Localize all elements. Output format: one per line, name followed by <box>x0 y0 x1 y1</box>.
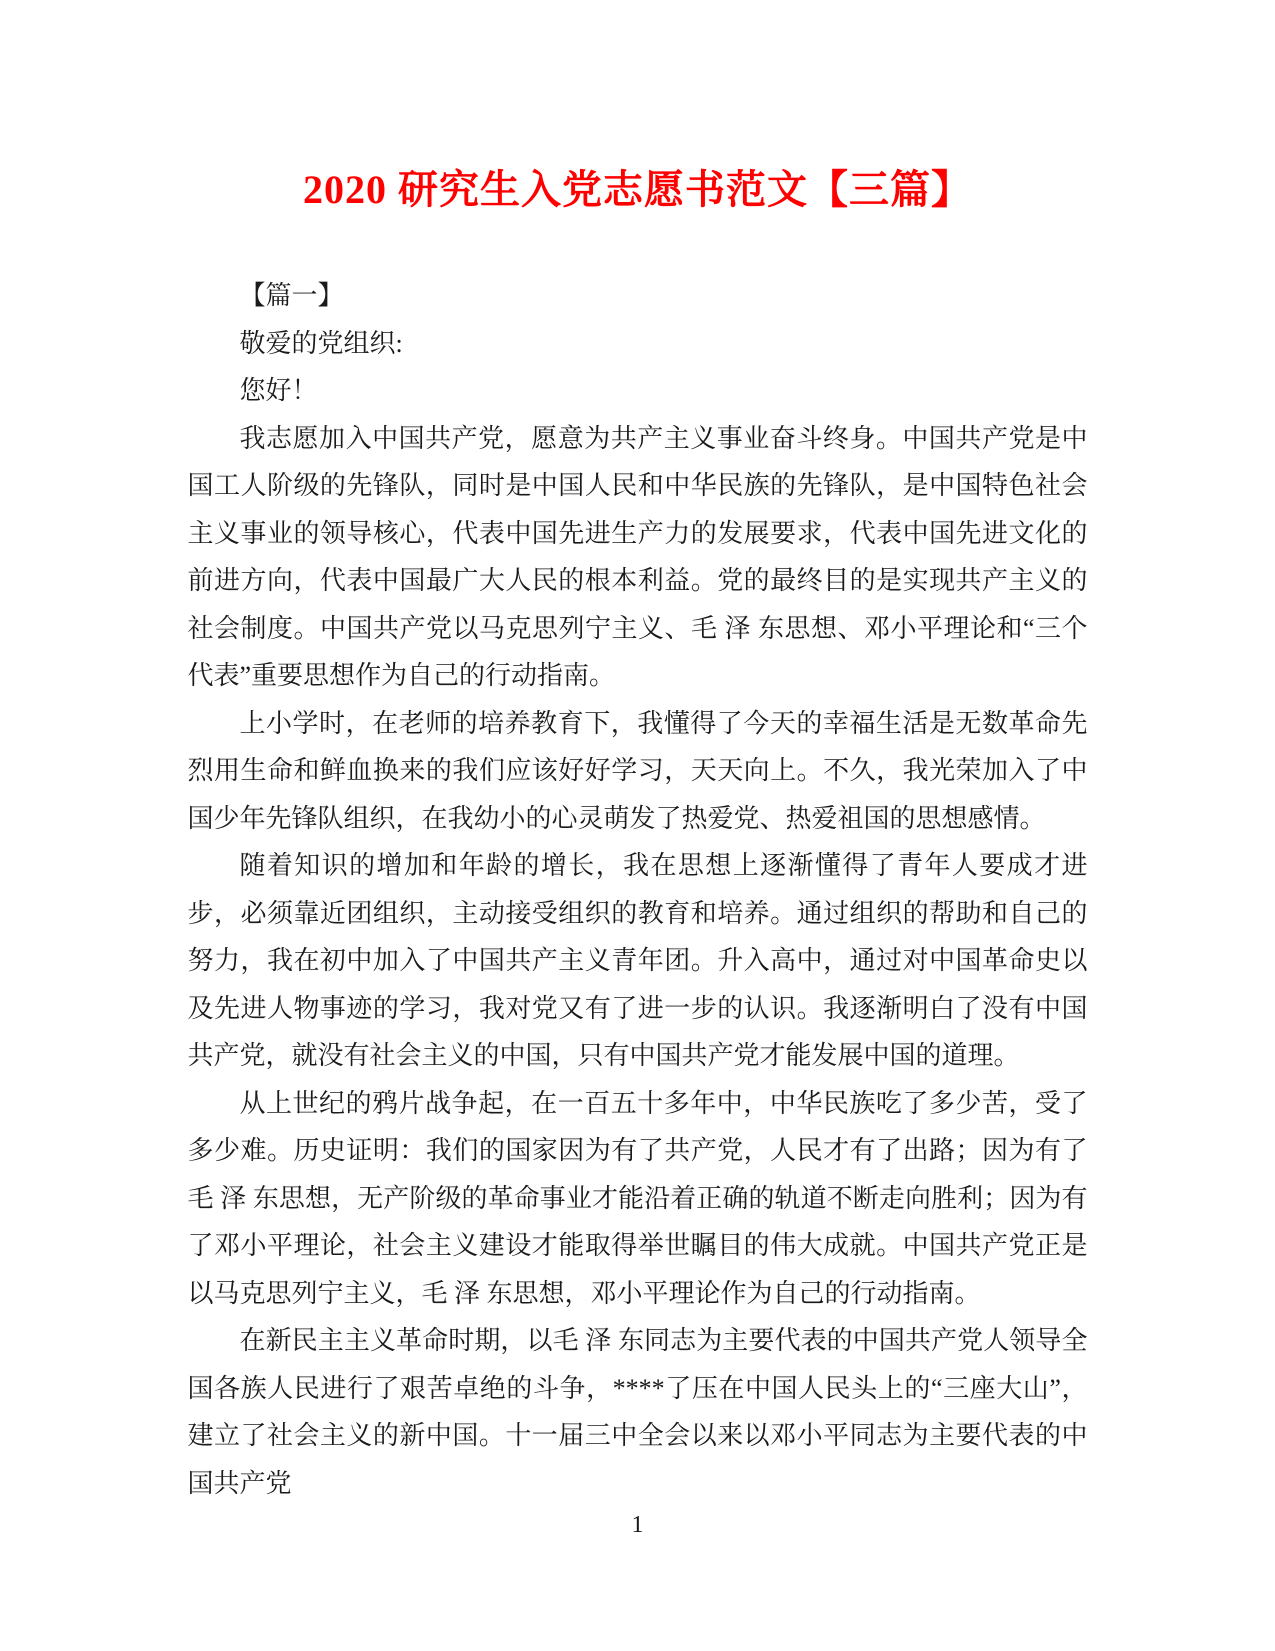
greeting: 您好！ <box>239 376 318 405</box>
body-paragraph: 上小学时，在老师的培养教育下，我懂得了今天的幸福生活是无数革命先烈用生命和鲜血换来的我们应该好好学习，天天向上。不久，我光荣加入了中国少年先锋队组织，在我幼小的心灵萌发了热爱党、热爱祖国的思想感情。 <box>187 708 1088 833</box>
body-paragraph: 从上世纪的鸦片战争起，在一百五十多年中，中华民族吃了多少苦，受了多少难。历史证明：我们的国家因为有了共产党，人民才有了出路；因为有了毛 泽 东思想，无产阶级的革命事业才能沿着正确的轨道不断走向胜利；因为有了邓小平理论，社会主义建设才能取得举世瞩目的伟大成就。中国共产党正是以马克思列宁主义，毛 泽 东思想，邓小平理论作为自己的行动指南。 <box>187 1088 1088 1308</box>
section-heading: 【篇一】 <box>239 281 344 310</box>
document-body <box>188 272 1088 1507</box>
salutation: 敬爱的党组织: <box>239 328 403 358</box>
body-paragraph: 在新民主主义革命时期，以毛 泽 东同志为主要代表的中国共产党人领导全国各族人民进行了艰苦卓绝的斗争，****了压在中国人民头上的“三座大山”，建立了社会主义的新中国。十一届三中全会以来以邓小平同志为主要代表的中国共产党 <box>187 1326 1088 1498</box>
document-title: 2020 研究生入党志愿书范文【三篇】 <box>303 167 972 212</box>
page-number: 1 <box>631 1512 644 1538</box>
body-paragraph: 随着知识的增加和年龄的增长，我在思想上逐渐懂得了青年人要成才进步，必须靠近团组织，主动接受组织的教育和培养。通过组织的帮助和自己的努力，我在初中加入了中国共产主义青年团。升入高中，通过对中国革命史以及先进人物事迹的学习，我对党又有了进一步的认识。我逐渐明白了没有中国共产党，就没有社会主义的中国，只有中国共产党才能发展中国的道理。 <box>187 851 1088 1070</box>
body-paragraph: 我志愿加入中国共产党，愿意为共产主义事业奋斗终身。中国共产党是中国工人阶级的先锋队，同时是中国人民和中华民族的先锋队，是中国特色社会主义事业的领导核心，代表中国先进生产力的发展要求，代表中国先进文化的前进方向，代表中国最广大人民的根本利益。党的最终目的是实现共产主义的社会制度。中国共产党以马克思列宁主义、毛 泽 东思想、邓小平理论和“三个代表”重要思想作为自己的行动指南。 <box>187 423 1088 690</box>
